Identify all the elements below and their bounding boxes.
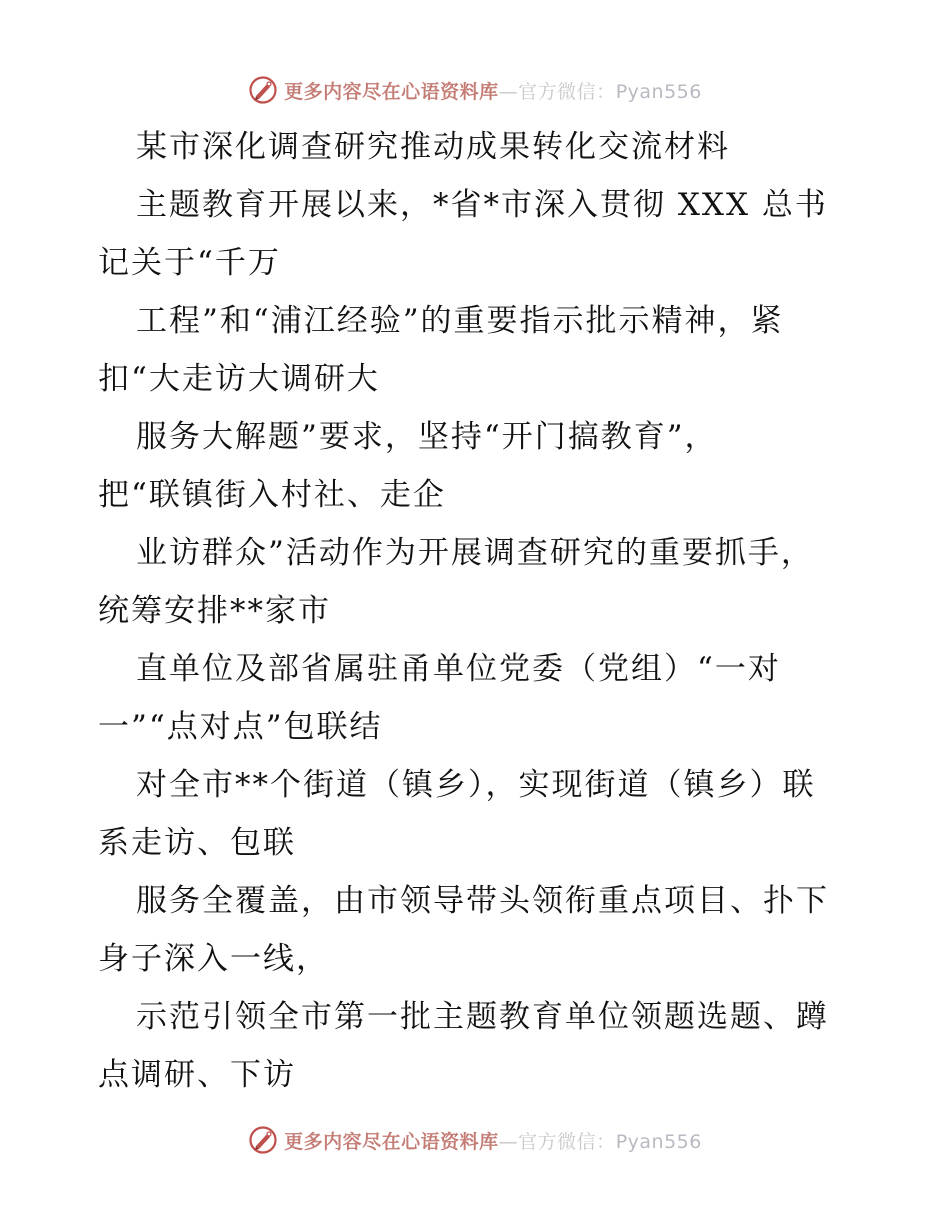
watermark-wechat-id: Pyan556 (615, 1130, 702, 1153)
watermark-brand: 更多内容尽在心语资料库 (284, 1130, 499, 1153)
watermark-separator: — (498, 1130, 519, 1153)
watermark-separator: — (498, 80, 519, 103)
paragraph-line: 业访群众”活动作为开展调查研究的重要抓手， (136, 535, 814, 571)
footer-watermark (0, 1120, 950, 1160)
paragraph-line: 扣“大走访大调研大 (98, 361, 380, 397)
header-watermark (0, 70, 950, 110)
watermark-wechat-id: Pyan556 (615, 80, 702, 103)
watermark-text (284, 77, 702, 104)
paragraph-line: 示范引领全市第一批主题教育单位领题选题、蹲 (136, 999, 829, 1035)
watermark-brand: 更多内容尽在心语资料库 (284, 80, 499, 103)
paragraph-line: 主题教育开展以来，*省*市深入贯彻 XXX 总书 (136, 187, 828, 223)
paragraph-line: 统筹安排**家市 (98, 593, 331, 629)
document-body (98, 118, 858, 1104)
paragraph-line: 系走访、包联 (98, 825, 296, 861)
watermark-wechat-label: 官方微信： (518, 1130, 616, 1153)
pen-logo-icon (248, 75, 278, 105)
paragraph-line: 把“联镇街入村社、走企 (98, 477, 446, 513)
paragraph-line: 对全市**个街道（镇乡），实现街道（镇乡）联 (136, 767, 816, 803)
watermark-wechat-label: 官方微信： (518, 80, 616, 103)
paragraph-line: 身子深入一线， (98, 941, 329, 977)
paragraph-line: 记关于“千万 (98, 245, 281, 281)
document-title-line: 某市深化调查研究推动成果转化交流材料 (136, 129, 730, 165)
pen-logo-icon (248, 1125, 278, 1155)
paragraph-line: 服务大解题”要求，坚持“开门搞教育”， (136, 419, 718, 455)
watermark-text (284, 1127, 702, 1154)
paragraph-line: 一”“点对点”包联结 (98, 709, 383, 745)
paragraph-line: 工程”和“浦江经验”的重要指示批示精神，紧 (136, 303, 784, 339)
paragraph-line: 服务全覆盖，由市领导带头领衔重点项目、扑下 (136, 883, 829, 919)
paragraph-line: 点调研、下访 (98, 1057, 296, 1093)
paragraph-line: 直单位及部省属驻甬单位党委（党组）“一对 (136, 651, 781, 687)
